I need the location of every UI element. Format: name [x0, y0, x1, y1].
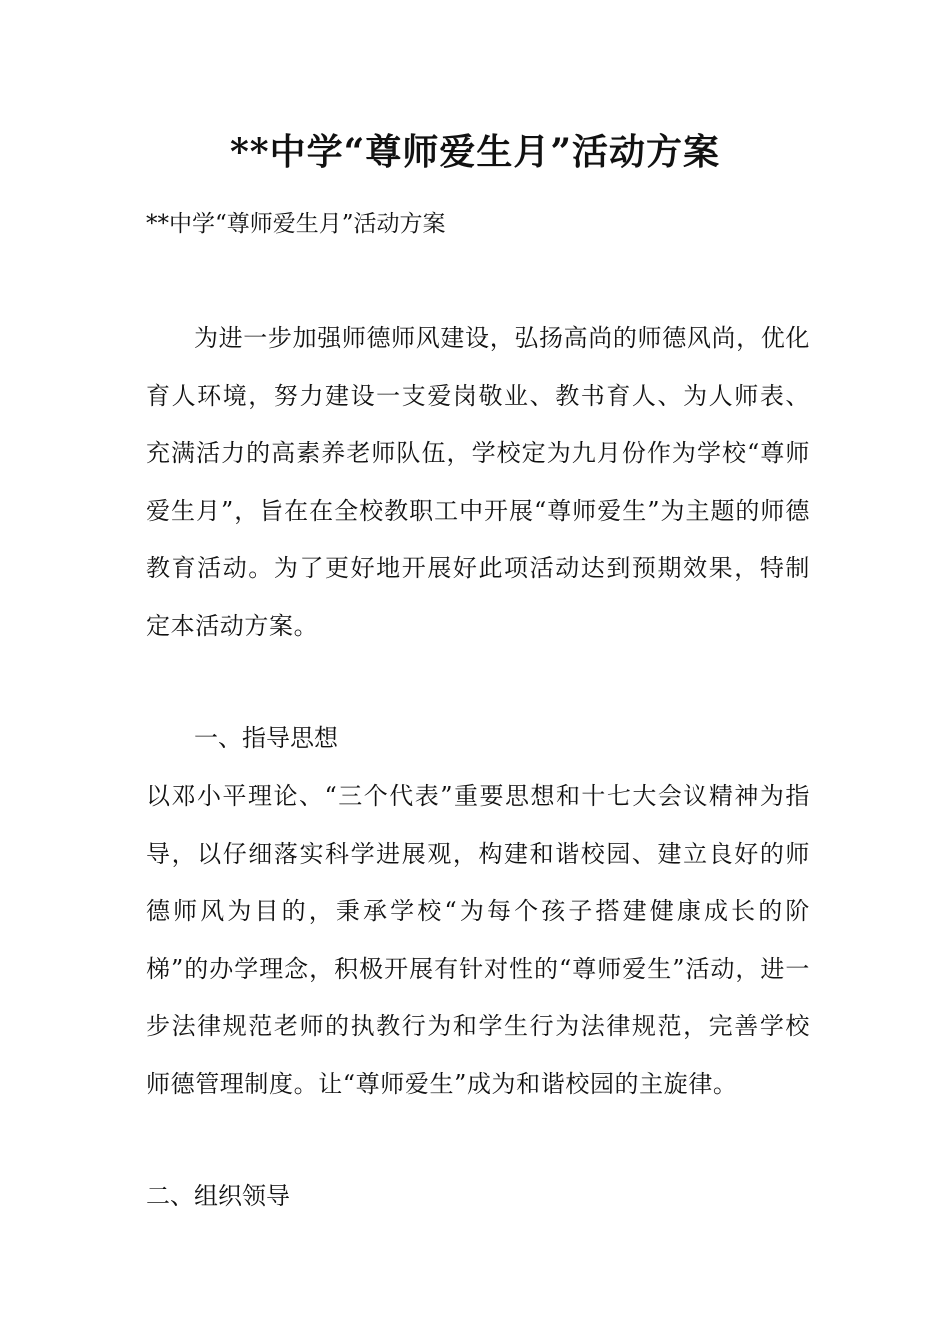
- section-body-guiding-ideology: 以邓小平理论、“三个代表”重要思想和十七大会议精神为指导，以仔细落实科学进展观，构建和谐校园、建立良好的师德师风为目的，秉承学校“为每个孩子搭建健康成长的阶梯”的办学理念，积极开展有针对性的“尊师爱生”活动，进一步法律规范老师的执教行为和学生行为法律规范，完善学校师德管理制度。让“尊师爱生”成为和谐校园的主旋律。: [146, 782, 810, 1098]
- section-heading-guiding-ideology: 一、指导思想: [194, 724, 338, 752]
- document-subtitle: **中学“尊师爱生月”活动方案: [146, 211, 446, 237]
- document-title: **中学“尊师爱生月”活动方案: [229, 131, 721, 173]
- section-heading-organization: 二、组织领导: [146, 1182, 290, 1210]
- intro-paragraph: 为进一步加强师德师风建设，弘扬高尚的师德风尚，优化育人环境，努力建设一支爱岗敬业、教书育人、为人师表、充满活力的高素养老师队伍，学校定为九月份作为学校“尊师爱生月”，旨在在全校教职工中开展“尊师爱生”为主题的师德教育活动。为了更好地开展好此项活动达到预期效果，特制定本活动方案。: [146, 324, 810, 640]
